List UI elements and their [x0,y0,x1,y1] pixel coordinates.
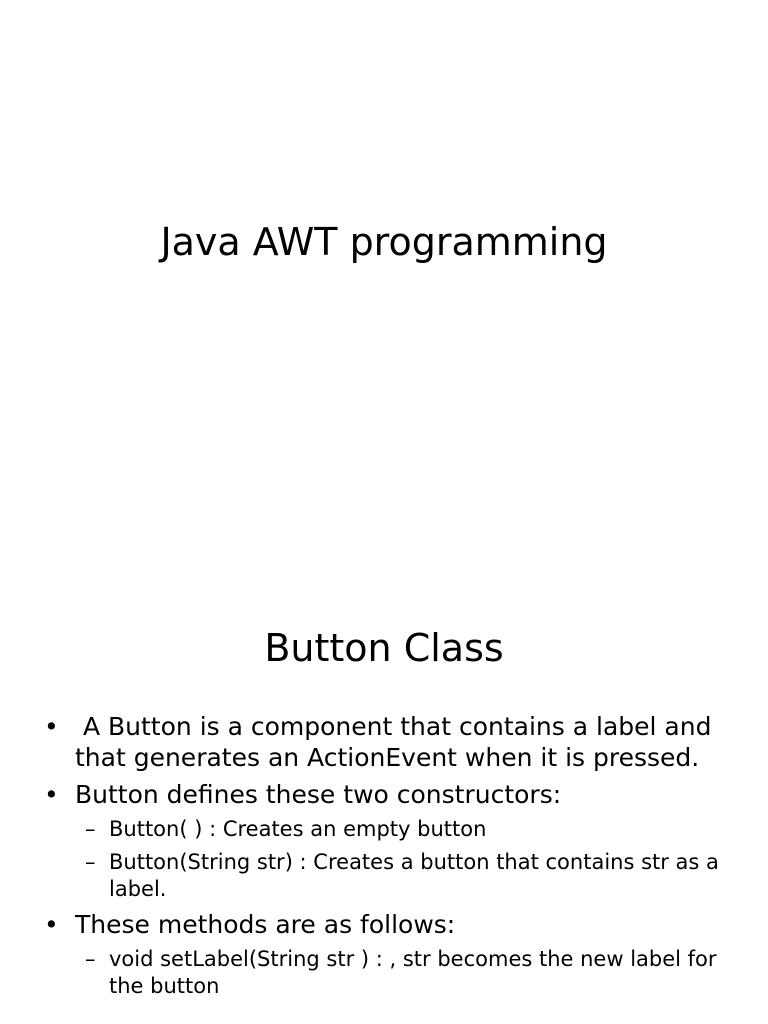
bullet-marker: • [44,910,59,939]
slide-heading: Button Class [264,626,504,670]
sub-bullet-text: Button( ) : Creates an empty button [109,817,487,841]
bullet-marker: • [44,712,59,741]
sub-bullet-list [44,816,724,903]
bullet-text: Button defines these two constructors: [75,780,562,809]
sub-bullet-marker: – [85,947,96,971]
sub-bullet-item [44,816,724,843]
bullet-text: A Button is a component that contains a label and that generates an ActionEvent when it is pressed. [75,712,720,772]
sub-bullet-marker: – [85,850,96,874]
bullet-item [44,779,724,810]
slide-title: Java AWT programming [160,220,608,264]
sub-bullet-item [44,946,724,1000]
sub-bullet-marker: – [85,817,96,841]
bullet-list [44,711,724,1006]
sub-bullet-text: void setLabel(String str ) : , str becomes the new label for the button [109,947,717,998]
sub-bullet-item [44,849,724,903]
sub-bullet-text: Button(String str) : Creates a button that contains str as a label. [109,850,719,901]
bullet-item [44,909,724,940]
bullet-text: These methods are as follows: [75,910,456,939]
bullet-item [44,711,724,773]
bullet-marker: • [44,780,59,809]
sub-bullet-list [44,946,724,1000]
